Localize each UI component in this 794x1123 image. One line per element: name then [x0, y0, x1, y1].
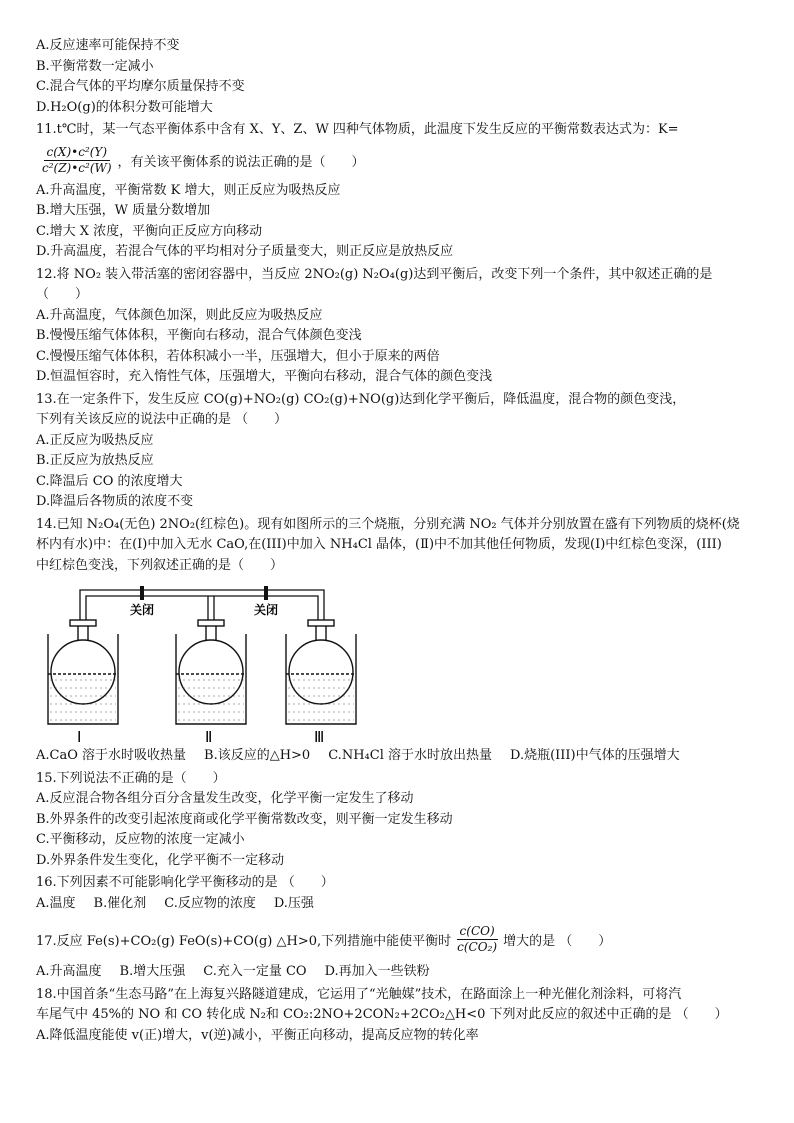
q13-stem: 13.在一定条件下，发生反应 CO(g)+NO₂(g) CO₂(g)+NO(g)达到化学平衡后，降低温度，混合物的颜色变浅，	[36, 391, 686, 407]
q11-option-b: B.增大压强，W 质量分数增加	[36, 203, 211, 218]
q10-option-d: D.H₂O(g)的体积分数可能增大	[36, 99, 213, 115]
question-16	[36, 873, 760, 914]
q15-option-c: C.平衡移动，反应物的浓度一定减小	[36, 832, 245, 847]
q11-stem-tail: ，有关该平衡体系的说法正确的是（ ）	[117, 155, 365, 170]
q11-k-numerator: c(X)•c²(Y)	[44, 145, 111, 161]
question-15	[36, 769, 760, 872]
exam-page	[36, 36, 760, 1046]
beaker-2	[176, 620, 246, 724]
q13-option-c: C.降温后 CO 的浓度增大	[36, 473, 183, 489]
q18-option-a: A.降低温度能使 v(正)增大，v(逆)减小，平衡正向移动，提高反应物的转化率	[36, 1027, 479, 1043]
q11-option-d: D.升高温度，若混合气体的平均相对分子质量变大，则正反应是放热反应	[36, 244, 454, 259]
question-11	[36, 120, 760, 263]
q17-option-a: A.升高温度	[36, 964, 102, 979]
q17-fraction	[454, 924, 500, 955]
q14-options	[36, 746, 760, 767]
q15-option-d: D.外界条件发生变化，化学平衡不一定移动	[36, 852, 285, 868]
beaker-label-2: Ⅱ	[205, 728, 213, 744]
question-18	[36, 985, 760, 1047]
q16-option-a: A.温度	[36, 895, 76, 911]
beaker-label-1: Ⅰ	[77, 728, 82, 744]
q12-stem-tail: （ ）	[36, 287, 89, 302]
clamp-1	[140, 586, 144, 600]
q11-k-fraction	[39, 145, 115, 176]
q17-stem-tail: 增大的是 （ ）	[503, 933, 612, 949]
q11-k-denominator: c²(Z)•c²(W)	[42, 161, 112, 175]
q13-option-d: D.降温后各物质的浓度不变	[36, 494, 194, 509]
q11-formula-line	[36, 141, 760, 181]
q17-option-c: C.充入一定量 CO	[203, 964, 307, 979]
q14-stem: 14.已知 N₂O₄(无色) 2NO₂(红棕色)。现有如图所示的三个烧瓶，分别充满 NO₂ 气体并分别放置在盛有下列物质的烧杯(烧	[36, 516, 740, 532]
q14-option-a: A.CaO 溶于水时吸收热量	[36, 748, 187, 763]
question-12	[36, 265, 760, 388]
beaker-label-3: Ⅲ	[314, 728, 325, 744]
valve-label-1: 关闭	[130, 603, 155, 617]
q12-option-c: C.慢慢压缩气体体积，若体积减小一半，压强增大，但小于原来的两倍	[36, 348, 440, 364]
q18-stem-2: 车尾气中 45%的 NO 和 CO 转化成 N₂和 CO₂:2NO+2CON₂+2CO₂△H<0 下列对此反应的叙述中正确的是 （ ）	[36, 1007, 728, 1022]
beaker-1	[48, 620, 118, 724]
beaker-3	[286, 620, 356, 724]
connecting-tubes	[80, 590, 324, 620]
q15-option-b: B.外界条件的改变引起浓度商或化学平衡常数改变，则平衡一定发生移动	[36, 811, 453, 827]
q12-option-b: B.慢慢压缩气体体积，平衡向右移动，混合气体颜色变浅	[36, 328, 362, 343]
q11-option-c: C.增大 X 浓度，平衡向正反应方向移动	[36, 223, 263, 239]
q16-options	[36, 894, 760, 915]
q17-stem-line	[36, 916, 760, 962]
q10-options	[36, 36, 760, 118]
q16-option-c: C.反应物的浓度	[164, 895, 256, 911]
q15-stem: 15.下列说法不正确的是（ ）	[36, 770, 226, 786]
flask-diagram	[44, 584, 384, 744]
q18-stem: 18.中国首条“生态马路”在上海复兴路隧道建成，它运用了“光触媒”技术，在路面涂上一种光催化剂涂料，可将汽	[36, 986, 682, 1002]
q13-stem-tail: 下列有关该反应的说法中正确的是 （ ）	[36, 412, 288, 427]
valve-label-2: 关闭	[254, 603, 279, 617]
three-flask-apparatus-figure	[44, 584, 384, 744]
question-14	[36, 515, 760, 767]
q14-stem-2: 杯内有水)中：在(I)中加入无水 CaO,在(III)中加入 NH₄Cl 晶体，(Ⅱ)中不加其他任何物质，发现(I)中红棕色变深，(III)	[36, 537, 722, 552]
q15-option-a: A.反应混合物各组分百分含量发生改变，化学平衡一定发生了移动	[36, 791, 414, 806]
q13-option-a: A.正反应为吸热反应	[36, 432, 154, 448]
q17-option-d: D.再加入一些铁粉	[324, 964, 430, 979]
q16-option-d: D.压强	[273, 895, 314, 911]
q14-option-d: D.烧瓶(III)中气体的压强增大	[509, 748, 680, 763]
q17-numerator: c(CO)	[457, 924, 498, 940]
q17-option-b: B.增大压强	[119, 964, 186, 979]
question-17	[36, 916, 760, 983]
clamp-2	[264, 586, 268, 600]
q11-stem: 11.t℃时，某一气态平衡体系中含有 X、Y、Z、W 四种气体物质，此温度下发生反应的平衡常数表达式为：K=	[36, 122, 679, 137]
q11-option-a: A.升高温度，平衡常数 K 增大，则正反应为吸热反应	[36, 182, 341, 198]
q14-option-b: B.该反应的△H>0	[204, 748, 311, 763]
q13-option-b: B.正反应为放热反应	[36, 453, 154, 468]
q17-options	[36, 962, 760, 983]
q10-option-b: B.平衡常数一定减小	[36, 58, 154, 74]
question-13	[36, 390, 760, 513]
q14-stem-3: 中红棕色变浅，下列叙述正确的是（ ）	[36, 557, 284, 573]
q12-option-a: A.升高温度，气体颜色加深，则此反应为吸热反应	[36, 307, 323, 323]
q16-stem: 16.下列因素不可能影响化学平衡移动的是 （ ）	[36, 875, 334, 890]
q17-stem: 17.反应 Fe(s)+CO₂(g) FeO(s)+CO(g) △H>0,下列措施中能使平衡时	[36, 933, 452, 949]
q10-option-a: A.反应速率可能保持不变	[36, 38, 180, 53]
q14-option-c: C.NH₄Cl 溶于水时放出热量	[328, 748, 492, 763]
q16-option-b: B.催化剂	[93, 895, 147, 911]
q10-option-c: C.混合气体的平均摩尔质量保持不变	[36, 79, 245, 94]
q12-stem: 12.将 NO₂ 装入带活塞的密闭容器中，当反应 2NO₂(g) N₂O₄(g)达到平衡后，改变下列一个条件，其中叙述正确的是	[36, 266, 713, 282]
q17-denominator: c(CO₂)	[457, 939, 498, 954]
q12-option-d: D.恒温恒容时，充入惰性气体，压强增大，平衡向右移动，混合气体的颜色变浅	[36, 369, 493, 384]
